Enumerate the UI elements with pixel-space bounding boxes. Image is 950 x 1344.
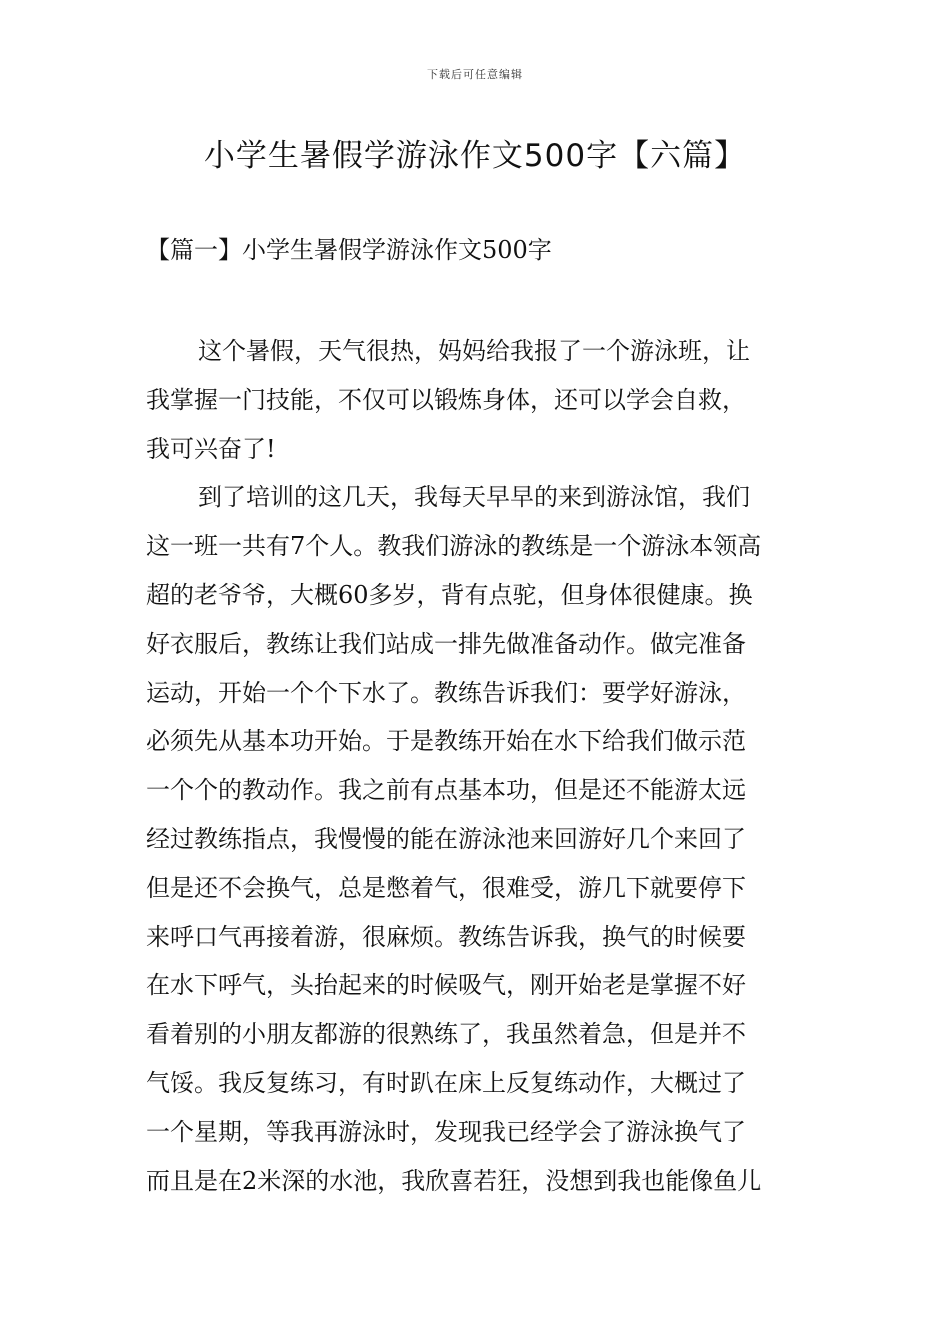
paragraph-2-line: 必须先从基本功开始。于是教练开始在水下给我们做示范 — [146, 727, 746, 756]
paragraph-2-line: 看着别的小朋友都游的很熟练了，我虽然着急，但是并不 — [146, 1020, 746, 1049]
paragraph-1-line: 我可兴奋了! — [146, 434, 276, 463]
paragraph-2-line: 到了培训的这几天，我每天早早的来到游泳馆，我们 — [198, 483, 750, 512]
paragraph-2-line: 经过教练指点，我慢慢的能在游泳池来回游好几个来回了 — [146, 824, 746, 853]
paragraph-2-line: 好衣服后，教练让我们站成一排先做准备动作。做完准备 — [146, 629, 746, 658]
paragraph-2-line: 而且是在2米深的水池，我欣喜若狂，没想到我也能像鱼儿 — [146, 1166, 762, 1195]
paragraph-1-line: 我掌握一门技能，不仅可以锻炼身体，还可以学会自救， — [146, 385, 746, 414]
article-body — [146, 330, 806, 1208]
header-note: 下载后可任意编辑 — [427, 68, 523, 81]
paragraph-2-line: 运动，开始一个个下水了。教练告诉我们：要学好游泳， — [146, 678, 746, 707]
paragraph-2-line: 一个个的教动作。我之前有点基本功，但是还不能游太远 — [146, 776, 746, 805]
paragraph-2-line: 来呼口气再接着游，很麻烦。教练告诉我，换气的时候要 — [146, 922, 746, 951]
paragraph-2-line: 超的老爷爷，大概60多岁，背有点驼，但身体很健康。换 — [146, 580, 753, 609]
paragraph-1-line: 这个暑假，天气很热，妈妈给我报了一个游泳班，让 — [198, 337, 750, 365]
section-heading: 【篇一】小学生暑假学游泳作文500字 — [146, 236, 552, 264]
paragraph-2-line: 气馁。我反复练习，有时趴在床上反复练动作，大概过了 — [146, 1068, 746, 1097]
paragraph-2-line: 这一班一共有7个人。教我们游泳的教练是一个游泳本领高 — [146, 532, 762, 561]
paragraph-2-line: 在水下呼气，头抬起来的时候吸气，刚开始老是掌握不好 — [146, 971, 746, 1000]
document-title: 小学生暑假学游泳作文500字【六篇】 — [203, 138, 747, 174]
paragraph-2-line: 但是还不会换气，总是憋着气，很难受，游几下就要停下 — [146, 873, 746, 902]
paragraph-2-line: 一个星期，等我再游泳时，发现我已经学会了游泳换气了 — [146, 1117, 746, 1146]
